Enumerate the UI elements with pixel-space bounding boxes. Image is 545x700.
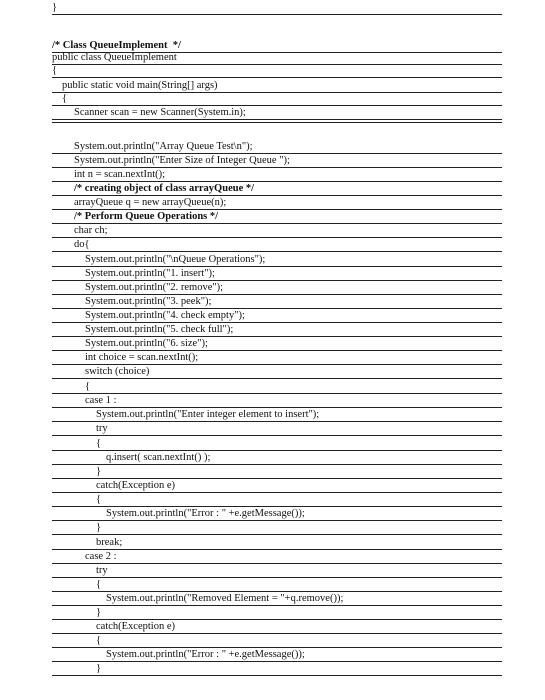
code-line: case 2 : xyxy=(52,551,502,564)
code-line: public static void main(String[] args) xyxy=(52,80,502,93)
code-line: System.out.println("Error : " +e.getMessage()); xyxy=(52,649,502,662)
code-line: System.out.println("4. check empty"); xyxy=(52,310,502,323)
code-line: System.out.println("\nQueue Operations"); xyxy=(52,254,502,267)
code-line: try xyxy=(52,423,502,436)
code-line: { xyxy=(52,494,502,507)
code-line: System.out.println("Error : " +e.getMessage()); xyxy=(52,508,502,521)
code-line: System.out.println("Removed Element = "+q.remove()); xyxy=(52,593,502,606)
code-line: catch(Exception e) xyxy=(52,621,502,634)
code-line: { xyxy=(52,438,502,451)
code-line: System.out.println("Enter integer element to insert"); xyxy=(52,409,502,422)
code-line: /* Perform Queue Operations */ xyxy=(52,211,502,224)
code-line: } xyxy=(52,2,502,15)
code-line: switch (choice) xyxy=(52,366,502,379)
code-line: char ch; xyxy=(52,225,502,238)
code-line: } xyxy=(52,466,502,479)
code-line: { xyxy=(52,93,502,106)
code-line: do{ xyxy=(52,239,502,252)
code-line: System.out.println("3. peek"); xyxy=(52,296,502,309)
code-line: System.out.println("6. size"); xyxy=(52,338,502,351)
code-line xyxy=(52,122,502,123)
code-line: arrayQueue q = new arrayQueue(n); xyxy=(52,197,502,210)
code-line: case 1 : xyxy=(52,395,502,408)
code-line: /* Class QueueImplement */ xyxy=(52,40,502,53)
code-line: { xyxy=(52,579,502,592)
code-line: { xyxy=(52,65,502,78)
code-line: } xyxy=(52,663,502,676)
code-line: /* creating object of class arrayQueue */ xyxy=(52,183,502,196)
code-line: try xyxy=(52,565,502,578)
code-line: catch(Exception e) xyxy=(52,480,502,493)
code-line: { xyxy=(52,635,502,648)
code-line: Scanner scan = new Scanner(System.in); xyxy=(52,107,502,120)
code-line: q.insert( scan.nextInt() ); xyxy=(52,452,502,465)
code-line: System.out.println("2. remove"); xyxy=(52,282,502,295)
code-line: int choice = scan.nextInt(); xyxy=(52,352,502,365)
code-line: System.out.println("5. check full"); xyxy=(52,324,502,337)
code-line: System.out.println("Enter Size of Integer Queue "); xyxy=(52,155,502,168)
code-line: System.out.println("1. insert"); xyxy=(52,268,502,281)
code-line: } xyxy=(52,607,502,620)
code-line: { xyxy=(52,381,502,394)
code-line: break; xyxy=(52,537,502,550)
code-line: System.out.println("Array Queue Test\n"); xyxy=(52,141,502,154)
code-line: int n = scan.nextInt(); xyxy=(52,169,502,182)
code-line: } xyxy=(52,522,502,535)
code-line: public class QueueImplement xyxy=(52,52,502,65)
